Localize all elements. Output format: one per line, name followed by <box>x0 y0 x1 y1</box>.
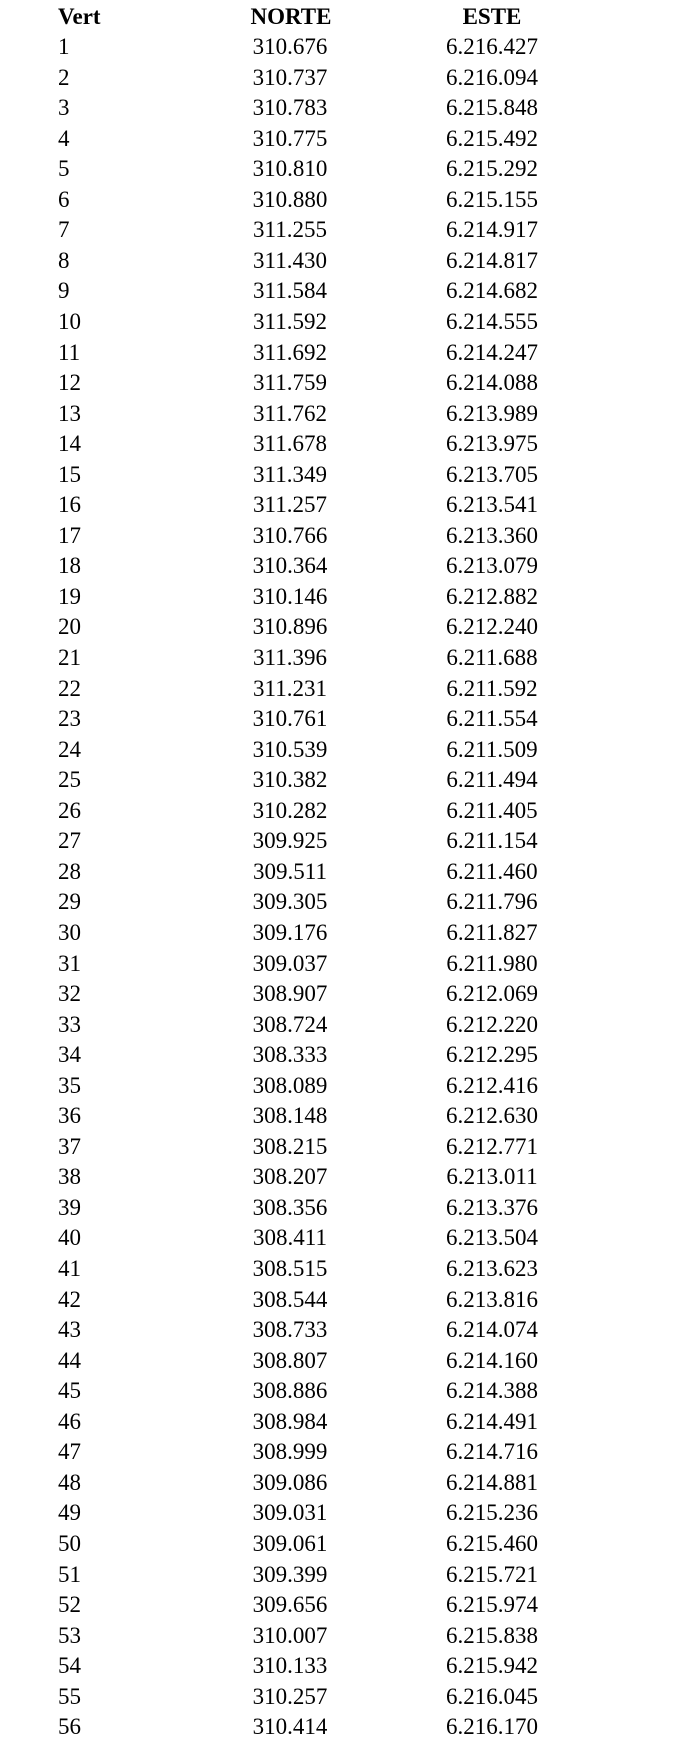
cell-este: 6.211.592 <box>446 675 538 701</box>
cell-vert: 16 <box>58 492 81 518</box>
table-row <box>0 521 698 551</box>
cell-vert: 36 <box>58 1103 81 1129</box>
table-row <box>0 1101 698 1131</box>
cell-este: 6.213.975 <box>446 431 538 457</box>
cell-vert: 19 <box>58 583 81 609</box>
cell-norte: 310.282 <box>252 797 328 823</box>
table-row <box>0 826 698 856</box>
cell-norte: 308.984 <box>252 1408 328 1434</box>
cell-este: 6.213.989 <box>446 400 538 426</box>
cell-vert: 38 <box>58 1164 81 1190</box>
cell-vert: 37 <box>58 1133 81 1159</box>
cell-vert: 55 <box>58 1683 81 1709</box>
cell-vert: 31 <box>58 950 81 976</box>
cell-vert: 48 <box>58 1469 81 1495</box>
cell-este: 6.211.688 <box>446 645 538 670</box>
cell-este: 6.215.492 <box>446 125 538 151</box>
table-row <box>0 490 698 520</box>
cell-vert: 22 <box>58 675 81 701</box>
cell-vert: 1 <box>58 34 70 59</box>
cell-vert: 49 <box>58 1500 81 1526</box>
cell-norte: 310.783 <box>252 95 328 121</box>
cell-norte: 308.807 <box>252 1347 328 1373</box>
cell-vert: 45 <box>58 1378 81 1404</box>
cell-este: 6.214.917 <box>446 217 538 243</box>
cell-este: 6.216.094 <box>446 64 538 90</box>
cell-este: 6.214.160 <box>446 1347 538 1373</box>
cell-vert: 34 <box>58 1042 81 1068</box>
cell-este: 6.215.292 <box>446 156 538 182</box>
table-row <box>0 674 698 704</box>
cell-vert: 41 <box>58 1256 81 1281</box>
table-row <box>0 1376 698 1406</box>
cell-este: 6.215.460 <box>446 1530 538 1556</box>
table-row <box>0 1223 698 1253</box>
cell-vert: 47 <box>58 1439 81 1465</box>
cell-este: 6.214.247 <box>446 339 538 365</box>
cell-este: 6.212.069 <box>446 981 538 1007</box>
cell-norte: 309.656 <box>252 1592 328 1618</box>
table-row <box>0 1621 698 1651</box>
cell-norte: 310.007 <box>252 1622 328 1648</box>
cell-norte: 311.584 <box>253 278 327 304</box>
cell-norte: 308.411 <box>253 1225 327 1251</box>
table-row <box>0 1560 698 1590</box>
table-row <box>0 154 698 184</box>
cell-norte: 308.356 <box>252 1194 328 1220</box>
cell-este: 6.211.980 <box>446 950 538 976</box>
cell-vert: 30 <box>58 919 81 945</box>
cell-vert: 25 <box>58 767 81 793</box>
cell-este: 6.212.295 <box>446 1042 538 1068</box>
cell-vert: 26 <box>58 797 81 823</box>
cell-norte: 311.255 <box>253 217 327 243</box>
cell-este: 6.211.509 <box>446 736 538 762</box>
cell-vert: 42 <box>58 1286 81 1312</box>
cell-este: 6.212.630 <box>446 1103 538 1129</box>
cell-este: 6.214.817 <box>446 247 538 273</box>
cell-norte: 310.766 <box>252 522 328 548</box>
cell-norte: 308.515 <box>252 1256 328 1281</box>
cell-vert: 43 <box>58 1317 81 1343</box>
table-row <box>0 1254 698 1284</box>
table-row <box>0 93 698 123</box>
cell-norte: 311.396 <box>253 645 327 670</box>
cell-norte: 310.257 <box>252 1683 328 1709</box>
cell-este: 6.212.240 <box>446 614 538 640</box>
cell-norte: 309.061 <box>252 1530 328 1556</box>
cell-vert: 5 <box>58 156 70 182</box>
table-row <box>0 1590 698 1620</box>
cell-vert: 6 <box>58 186 70 212</box>
cell-este: 6.215.236 <box>446 1500 538 1526</box>
cell-norte: 310.896 <box>252 614 328 640</box>
cell-vert: 24 <box>58 736 81 762</box>
cell-este: 6.216.045 <box>446 1683 538 1709</box>
table-row <box>0 857 698 887</box>
cell-vert: 17 <box>58 522 81 548</box>
cell-vert: 2 <box>58 64 70 90</box>
table-row <box>0 246 698 276</box>
cell-norte: 310.414 <box>252 1714 328 1740</box>
cell-norte: 311.759 <box>253 370 327 396</box>
cell-vert: 13 <box>58 400 81 426</box>
cell-norte: 309.031 <box>252 1500 328 1526</box>
table-row <box>0 612 698 642</box>
cell-este: 6.212.882 <box>446 583 538 609</box>
cell-este: 6.215.721 <box>446 1561 538 1587</box>
cell-vert: 18 <box>58 553 81 579</box>
table-row <box>0 399 698 429</box>
cell-este: 6.211.405 <box>446 797 538 823</box>
cell-norte: 309.176 <box>252 919 328 945</box>
table-row <box>0 1407 698 1437</box>
cell-norte: 310.737 <box>252 64 328 90</box>
cell-vert: 7 <box>58 217 70 243</box>
table-row <box>0 1040 698 1070</box>
cell-vert: 53 <box>58 1622 81 1648</box>
table-row <box>0 1285 698 1315</box>
cell-este: 6.213.011 <box>446 1164 538 1190</box>
cell-vert: 10 <box>58 308 81 334</box>
cell-norte: 309.086 <box>252 1469 328 1495</box>
cell-vert: 40 <box>58 1225 81 1251</box>
cell-este: 6.213.816 <box>446 1286 538 1312</box>
cell-vert: 14 <box>58 431 81 457</box>
cell-norte: 308.544 <box>252 1286 328 1312</box>
table-row <box>0 32 698 62</box>
cell-vert: 20 <box>58 614 81 640</box>
cell-vert: 8 <box>58 247 70 273</box>
cell-vert: 9 <box>58 278 70 304</box>
cell-norte: 311.231 <box>253 675 327 701</box>
cell-vert: 4 <box>58 125 70 151</box>
cell-vert: 35 <box>58 1072 81 1098</box>
table-row <box>0 1315 698 1345</box>
cell-este: 6.211.827 <box>446 919 538 945</box>
table-row <box>0 1468 698 1498</box>
cell-vert: 44 <box>58 1347 81 1373</box>
table-row <box>0 643 698 673</box>
cell-norte: 308.215 <box>252 1133 328 1159</box>
table-row <box>0 1071 698 1101</box>
table-row <box>0 307 698 337</box>
header-vert: Vert <box>58 4 101 29</box>
table-row <box>0 368 698 398</box>
cell-este: 6.215.838 <box>446 1622 538 1648</box>
cell-vert: 11 <box>58 339 81 365</box>
cell-este: 6.213.705 <box>446 461 538 487</box>
cell-vert: 29 <box>58 889 81 915</box>
cell-este: 6.212.220 <box>446 1011 538 1037</box>
cell-norte: 309.037 <box>252 950 328 976</box>
cell-vert: 33 <box>58 1011 81 1037</box>
table-row <box>0 63 698 93</box>
cell-norte: 310.880 <box>252 186 328 212</box>
table-row <box>0 1010 698 1040</box>
cell-este: 6.211.554 <box>446 706 538 732</box>
cell-vert: 32 <box>58 981 81 1007</box>
table-row <box>0 338 698 368</box>
table-row <box>0 276 698 306</box>
table-row <box>0 1529 698 1559</box>
cell-este: 6.212.416 <box>446 1072 538 1098</box>
cell-este: 6.214.682 <box>446 278 538 304</box>
table-row <box>0 1132 698 1162</box>
table-row <box>0 735 698 765</box>
cell-vert: 39 <box>58 1194 81 1220</box>
table-row <box>0 949 698 979</box>
cell-norte: 309.925 <box>252 828 328 854</box>
cell-vert: 15 <box>58 461 81 487</box>
cell-este: 6.215.848 <box>446 95 538 121</box>
table-row <box>0 460 698 490</box>
cell-norte: 311.678 <box>253 431 327 457</box>
cell-norte: 309.399 <box>252 1561 328 1587</box>
cell-vert: 50 <box>58 1530 81 1556</box>
cell-este: 6.211.154 <box>446 828 538 854</box>
cell-norte: 311.257 <box>253 492 327 518</box>
table-row <box>0 979 698 1009</box>
table-row <box>0 1193 698 1223</box>
table-row <box>0 429 698 459</box>
cell-vert: 54 <box>58 1653 81 1679</box>
cell-este: 6.213.504 <box>446 1225 538 1251</box>
cell-este: 6.212.771 <box>446 1133 538 1159</box>
cell-este: 6.215.155 <box>446 186 538 212</box>
cell-este: 6.213.376 <box>446 1194 538 1220</box>
cell-este: 6.214.388 <box>446 1378 538 1404</box>
cell-este: 6.214.881 <box>446 1469 538 1495</box>
cell-este: 6.215.974 <box>446 1592 538 1618</box>
cell-este: 6.214.716 <box>446 1439 538 1465</box>
cell-norte: 310.775 <box>252 125 328 151</box>
cell-este: 6.211.460 <box>446 858 538 884</box>
table-row <box>0 918 698 948</box>
cell-norte: 308.724 <box>252 1011 328 1037</box>
cell-norte: 309.511 <box>253 858 327 884</box>
cell-este: 6.211.796 <box>446 889 538 915</box>
cell-norte: 309.305 <box>252 889 328 915</box>
table-row <box>0 1682 698 1712</box>
table-row <box>0 1651 698 1681</box>
cell-vert: 56 <box>58 1714 81 1740</box>
cell-norte: 310.539 <box>252 736 328 762</box>
cell-norte: 308.907 <box>252 981 328 1007</box>
cell-norte: 310.364 <box>252 553 328 579</box>
cell-norte: 310.761 <box>252 706 328 732</box>
cell-norte: 311.592 <box>253 308 327 334</box>
table-row <box>0 582 698 612</box>
cell-este: 6.214.555 <box>446 308 538 334</box>
cell-norte: 311.349 <box>253 461 327 487</box>
table-row <box>0 704 698 734</box>
cell-este: 6.216.170 <box>446 1714 538 1740</box>
cell-este: 6.214.491 <box>446 1408 538 1434</box>
cell-este: 6.216.427 <box>446 34 538 59</box>
cell-norte: 308.886 <box>252 1378 328 1404</box>
table-row <box>0 887 698 917</box>
table-row <box>0 185 698 215</box>
cell-norte: 308.207 <box>252 1164 328 1190</box>
table-row <box>0 1437 698 1467</box>
header-norte: NORTE <box>250 4 332 29</box>
cell-vert: 28 <box>58 858 81 884</box>
cell-norte: 311.692 <box>253 339 327 365</box>
cell-vert: 52 <box>58 1592 81 1618</box>
cell-norte: 308.089 <box>252 1072 328 1098</box>
cell-vert: 21 <box>58 645 81 670</box>
cell-norte: 310.382 <box>252 767 328 793</box>
cell-este: 6.213.623 <box>446 1256 538 1281</box>
cell-este: 6.213.541 <box>446 492 538 518</box>
cell-norte: 310.133 <box>252 1653 328 1679</box>
cell-este: 6.214.088 <box>446 370 538 396</box>
cell-norte: 308.733 <box>252 1317 328 1343</box>
table-row <box>0 215 698 245</box>
cell-norte: 310.810 <box>252 156 328 182</box>
cell-vert: 27 <box>58 828 81 854</box>
table-row <box>0 124 698 154</box>
cell-vert: 23 <box>58 706 81 732</box>
table-row <box>0 1162 698 1192</box>
header-este: ESTE <box>462 4 522 29</box>
table-row <box>0 551 698 581</box>
table-row <box>0 1712 698 1742</box>
cell-norte: 310.676 <box>252 34 328 59</box>
cell-este: 6.214.074 <box>446 1317 538 1343</box>
cell-este: 6.211.494 <box>446 767 538 793</box>
table-header <box>0 2 698 32</box>
cell-vert: 46 <box>58 1408 81 1434</box>
cell-norte: 308.333 <box>252 1042 328 1068</box>
cell-norte: 308.999 <box>252 1439 328 1465</box>
cell-vert: 3 <box>58 95 70 121</box>
table-row <box>0 1498 698 1528</box>
table-row <box>0 765 698 795</box>
cell-vert: 51 <box>58 1561 81 1587</box>
cell-norte: 311.430 <box>253 247 327 273</box>
cell-norte: 310.146 <box>252 583 328 609</box>
cell-este: 6.215.942 <box>446 1653 538 1679</box>
cell-vert: 12 <box>58 370 81 396</box>
table-row <box>0 796 698 826</box>
cell-norte: 311.762 <box>253 400 327 426</box>
cell-este: 6.213.360 <box>446 522 538 548</box>
cell-norte: 308.148 <box>252 1103 328 1129</box>
cell-este: 6.213.079 <box>446 553 538 579</box>
table-row <box>0 1346 698 1376</box>
